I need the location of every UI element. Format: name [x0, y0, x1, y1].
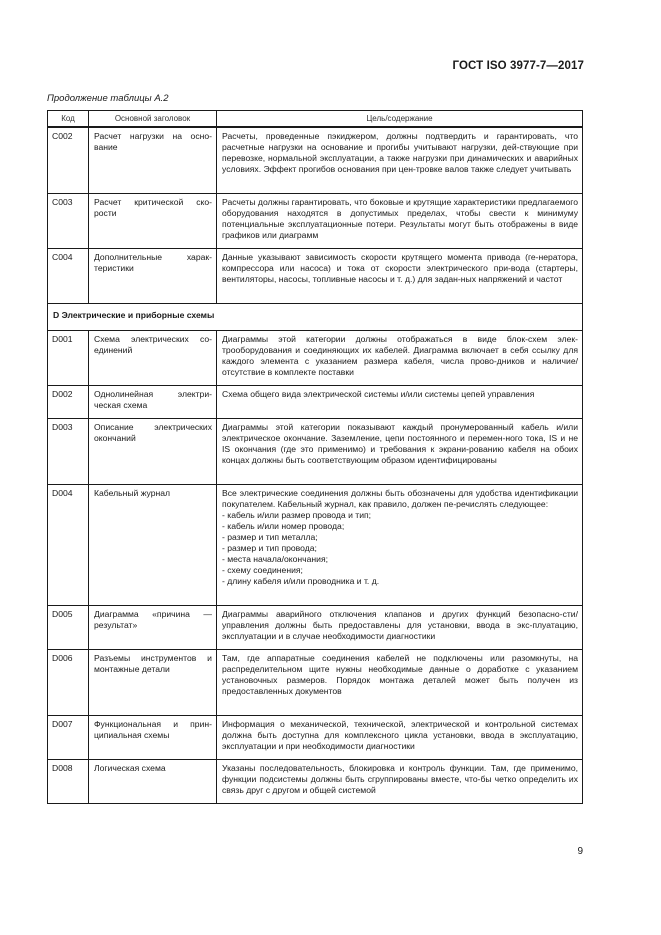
row-code: C002 [48, 127, 89, 193]
row-content [217, 418, 583, 484]
table-row [48, 248, 583, 303]
table-header-row [48, 111, 583, 128]
table-row [48, 649, 583, 715]
row-heading: Дополнительные харак-теристики [89, 248, 217, 303]
page-number: 9 [577, 846, 583, 857]
row-content [217, 649, 583, 715]
row-code: D006 [48, 649, 89, 715]
table-row [48, 418, 583, 484]
row-code: C003 [48, 193, 89, 248]
requirements-table [47, 110, 583, 804]
table-row [48, 193, 583, 248]
row-code: D001 [48, 330, 89, 385]
list-item: - длину кабеля и/или проводника и т. д. [222, 575, 380, 586]
row-content-text: Диаграммы этой категории должны отображаться в виде блок-схем элек-трооборудования и соединяющих их кабелей. Диаграмма включает в себя ссылку для каждого элемента с указанием размера кабеля, числа прово-дников и наличие/отсутствие в комплекте поставки [222, 333, 578, 377]
section-row [48, 303, 583, 330]
table-caption: Продолжение таблицы A.2 [47, 93, 169, 104]
row-heading: Расчет критической ско-рости [89, 193, 217, 248]
row-code: D002 [48, 385, 89, 418]
row-content-text: Все электрические соединения должны быть обозначены для удобства идентификации покупателем. Кабельный журнал, как правило, должен пе-речислять следующее: [222, 487, 578, 509]
table-row [48, 484, 583, 605]
row-code: D004 [48, 484, 89, 605]
row-content [217, 715, 583, 759]
table-row [48, 605, 583, 649]
section-title: D Электрические и приборные схемы [48, 303, 583, 330]
row-heading: Описание электрических окончаний [89, 418, 217, 484]
row-heading: Диаграмма «причина — результат» [89, 605, 217, 649]
row-heading: Функциональная и прин-ципиальная схемы [89, 715, 217, 759]
row-content [217, 605, 583, 649]
row-content-text: Диаграммы аварийного отключения клапанов и других функций безопасно-сти/управления должны быть предоставлены для установки, ввода в экс-плуатацию, эксплуатации и в случае необходимости диагностики [222, 608, 578, 641]
row-heading: Схема электрических со-единений [89, 330, 217, 385]
list-item: - размер и тип провода; [222, 542, 317, 553]
row-content-text: Расчеты должны гарантировать, что боковые и крутящие характеристики предлагаемого оборудования находятся в допустимых пределах, чтобы свести к минимуму потенциальные эксплуатационные потери. Результаты могут быть отображены в виде графиков или диаграмм [222, 196, 578, 240]
row-heading: Логическая схема [89, 759, 217, 803]
row-code: D007 [48, 715, 89, 759]
column-header-content: Цель/содержание [217, 111, 583, 128]
row-code: C004 [48, 248, 89, 303]
table-row [48, 385, 583, 418]
row-code: D008 [48, 759, 89, 803]
list-item: - размер и тип металла; [222, 531, 318, 542]
row-content-text: Указаны последовательность, блокировка и контроль функции. Там, где применимо, функции подсистемы должны быть сгруппированы вместе, что-бы четко определить их связь друг с другом и общей системой [222, 762, 578, 795]
list-item: - схему соединения; [222, 564, 303, 575]
row-content-text: Схема общего вида электрической системы и/или системы цепей управления [222, 388, 535, 399]
column-header-heading: Основной заголовок [89, 111, 217, 128]
row-content-text: Диаграммы этой категории показывают каждый пронумерованный кабель и/или электрическое окончание. Заземление, цепи постоянного и перемен-ного тока, IS и не IS окончания (где это применимо) и требования к экрани-рованию кабеля на обоих концах должны быть соответствующим образом идентифицированы [222, 421, 578, 465]
row-content [217, 484, 583, 605]
row-heading: Разъемы инструментов и монтажные детали [89, 649, 217, 715]
row-code: D003 [48, 418, 89, 484]
column-header-code: Код [48, 111, 89, 128]
list-item: - кабель и/или размер провода и тип; [222, 509, 372, 520]
row-content [217, 248, 583, 303]
row-code: D005 [48, 605, 89, 649]
row-content-text: Там, где аппаратные соединения кабелей не подключены или разомкнуты, на распределительном щите нужны необходимые данные о доработке с указанием установочных размеров. Порядок монтажа деталей может быть получен из предоставленных документов [222, 652, 578, 696]
row-content [217, 330, 583, 385]
list-item: - кабель и/или номер провода; [222, 520, 345, 531]
row-content [217, 193, 583, 248]
table-row [48, 759, 583, 803]
document-header: ГОСТ ISO 3977-7—2017 [452, 60, 584, 72]
table-row [48, 715, 583, 759]
row-content [217, 385, 583, 418]
table-row [48, 127, 583, 193]
row-content-text: Информация о механической, технической, электрической и контрольной системах должна быть доступна для комплексного цикла установки, ввода в эксплуатацию, эксплуатации и при необходимости диагностики [222, 718, 578, 751]
row-content [217, 127, 583, 193]
row-content [217, 759, 583, 803]
row-content-text: Расчеты, проведенные пэкиджером, должны подтвердить и гарантировать, что расчетные нагрузки на основание и прогибы учитывают нагрузки, дей-ствующие при перевозке, нормальной эксплуатации, а также нагрузки при динамических и аварийных условиях. Эффект прогибов основания при цен-тровке валов также следует учитывать [222, 131, 578, 174]
row-content-text: Данные указывают зависимость скорости крутящего момента привода (ге-нератора, компрессора или насоса) и тока от скорости электрического при-вода (стартеры, вентиляторы, насосы, топливные насосы и т. д.) для задан-ных напряжений и частот [222, 251, 578, 284]
table-row [48, 330, 583, 385]
row-heading: Расчет нагрузки на осно-вание [89, 127, 217, 193]
row-heading: Однолинейная электри-ческая схема [89, 385, 217, 418]
row-heading: Кабельный журнал [89, 484, 217, 605]
list-item: - места начала/окончания; [222, 553, 329, 564]
